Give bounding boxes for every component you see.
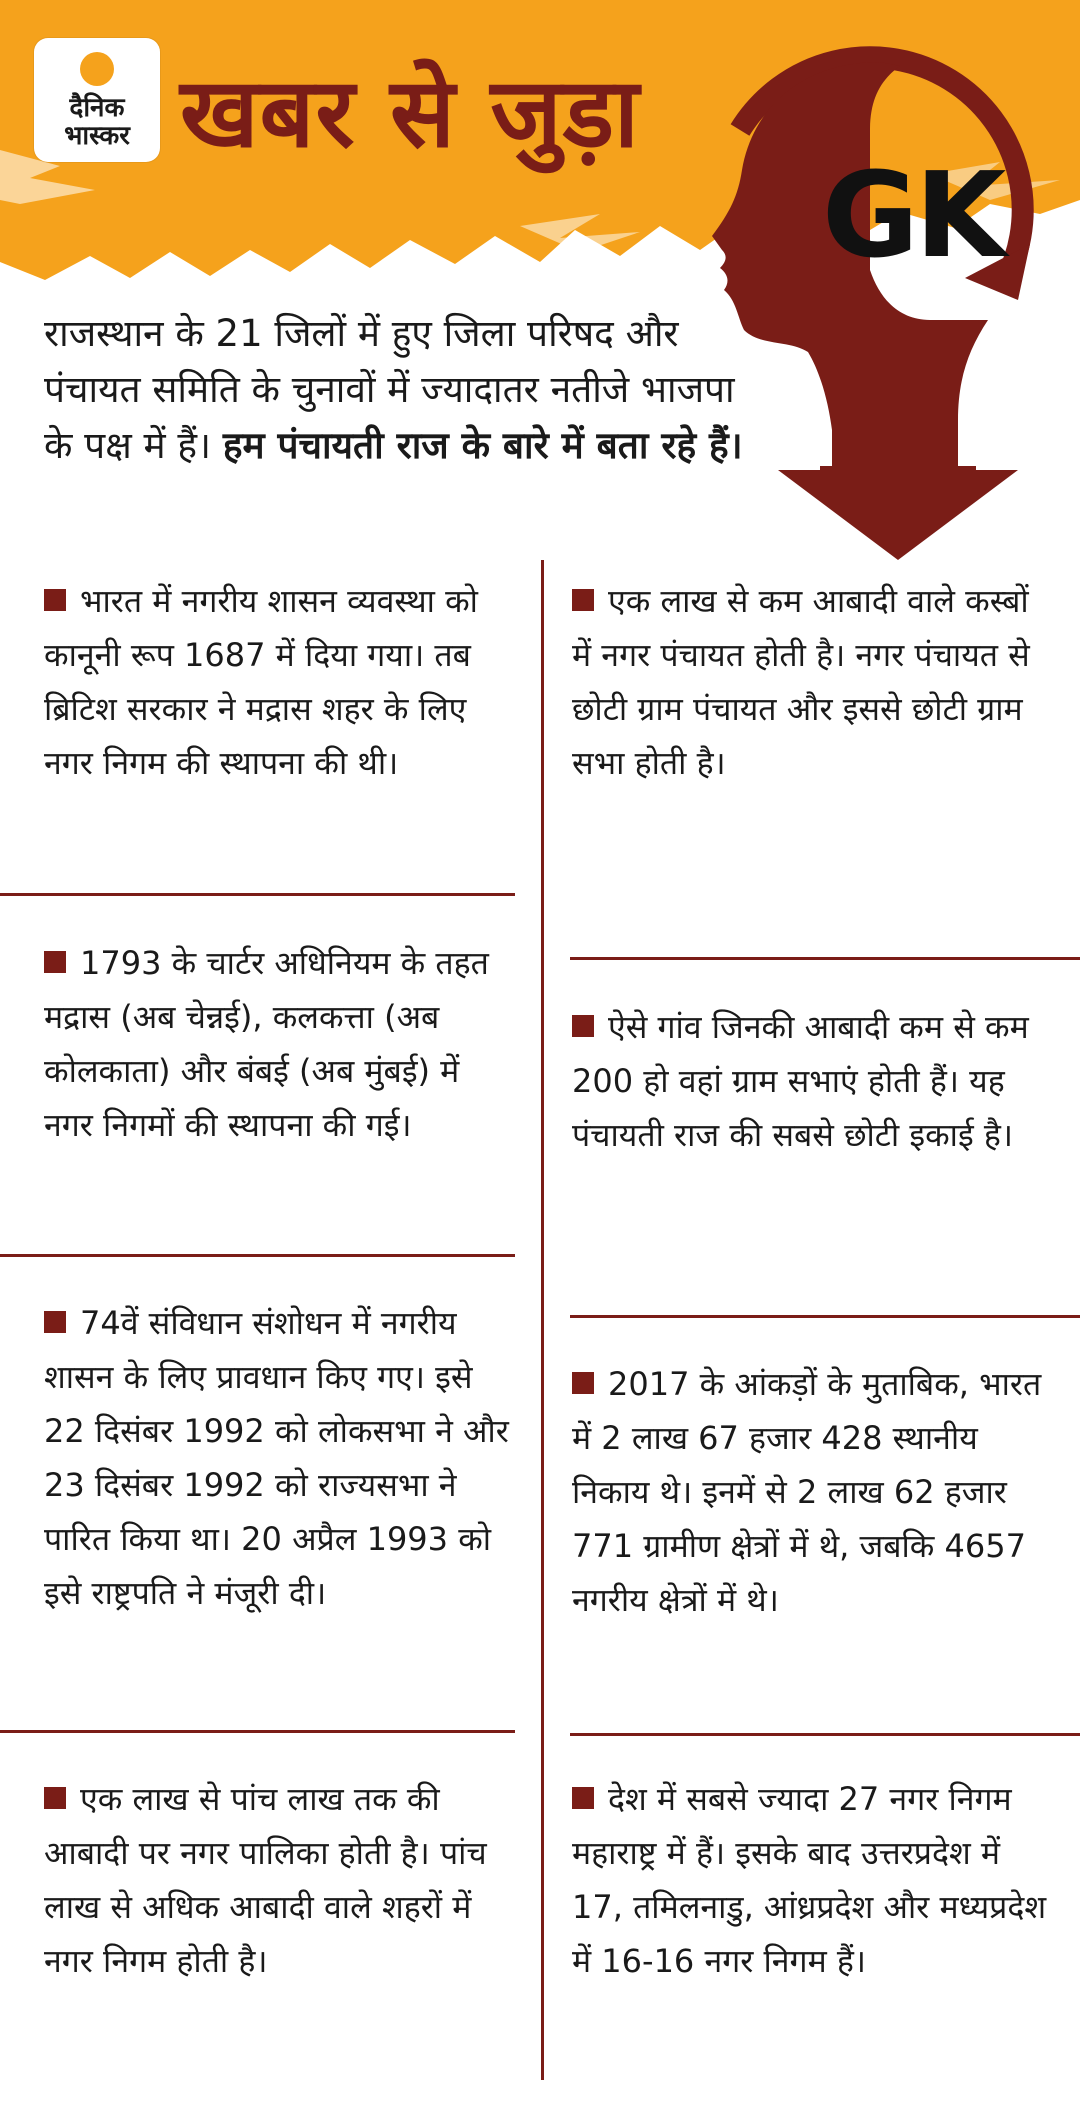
bullet-square-icon bbox=[44, 589, 66, 611]
fact-text: 1793 के चार्टर अधिनियम के तहत मद्रास (अब चेन्नई), कलकत्ता (अब कोलकाता) और बंबई (अब मुंबई) में नगर निगमों की स्थापना की गई। bbox=[44, 944, 489, 1144]
column-divider bbox=[541, 560, 544, 2080]
fact-left-4 bbox=[44, 1772, 514, 1988]
bullet-square-icon bbox=[572, 1015, 594, 1037]
fact-left-3 bbox=[44, 1296, 514, 1620]
intro-bold-text: हम पंचायती राज के बारे में बता रहे हैं। bbox=[222, 424, 743, 467]
divider-right-2 bbox=[570, 1315, 1080, 1318]
bullet-square-icon bbox=[572, 1787, 594, 1809]
bullet-square-icon bbox=[572, 589, 594, 611]
divider-left-1 bbox=[0, 893, 515, 896]
fact-left-1 bbox=[44, 574, 514, 790]
fact-text: देश में सबसे ज्यादा 27 नगर निगम महाराष्ट्र में हैं। इसके बाद उत्तरप्रदेश में 17, तमिलनाडु, आंध्रप्रदेश और मध्यप्रदेश में 16-16 नगर निगम हैं। bbox=[572, 1780, 1047, 1980]
bullet-square-icon bbox=[44, 951, 66, 973]
fact-text: एक लाख से कम आबादी वाले कस्बों में नगर पंचायत होती है। नगर पंचायत से छोटी ग्राम पंचायत और इससे छोटी ग्राम सभा होती है। bbox=[572, 582, 1030, 782]
fact-text: भारत में नगरीय शासन व्यवस्था को कानूनी रूप 1687 में दिया गया। तब ब्रिटिश सरकार ने मद्रास शहर के लिए नगर निगम की स्थापना की थी। bbox=[44, 582, 478, 782]
divider-left-2 bbox=[0, 1254, 515, 1257]
divider-right-1 bbox=[570, 957, 1080, 960]
fact-left-2 bbox=[44, 936, 514, 1152]
logo-text-line1: दैनिक bbox=[69, 93, 125, 123]
intro-paragraph bbox=[44, 306, 744, 474]
fact-text: ऐसे गांव जिनकी आबादी कम से कम 200 हो वहां ग्राम सभाएं होती हैं। यह पंचायती राज की सबसे छोटी इकाई है। bbox=[572, 1008, 1029, 1154]
fact-right-2 bbox=[572, 1000, 1052, 1162]
fact-right-1 bbox=[572, 574, 1052, 790]
headline: खबर से जुड़ा bbox=[180, 57, 640, 169]
divider-left-3 bbox=[0, 1730, 515, 1733]
fact-text: 2017 के आंकड़ों के मुताबिक, भारत में 2 लाख 67 हजार 428 स्थानीय निकाय थे। इनमें से 2 लाख 62 हजार 771 ग्रामीण क्षेत्रों में थे, जबकि 4657 नगरीय क्षेत्रों में थे। bbox=[572, 1365, 1042, 1619]
fact-text: एक लाख से पांच लाख तक की आबादी पर नगर पालिका होती है। पांच लाख से अधिक आबादी वाले शहरों में नगर निगम होती है। bbox=[44, 1780, 487, 1980]
gk-label: GK bbox=[822, 146, 1003, 284]
fact-text: 74वें संविधान संशोधन में नगरीय शासन के लिए प्रावधान किए गए। इसे 22 दिसंबर 1992 को लोकसभा ने और 23 दिसंबर 1992 को राज्यसभा ने पारित किया था। 20 अप्रैल 1993 को इसे राष्ट्रपति ने मंजूरी दी। bbox=[44, 1304, 509, 1612]
bullet-square-icon bbox=[44, 1787, 66, 1809]
logo-text-line2: भास्कर bbox=[64, 121, 130, 151]
bullet-square-icon bbox=[572, 1372, 594, 1394]
bullet-square-icon bbox=[44, 1311, 66, 1333]
intro-text: राजस्थान के 21 जिलों में हुए जिला परिषद और पंचायत समिति के चुनावों में ज्यादातर नतीजे भाजपा के पक्ष में हैं। bbox=[44, 312, 735, 467]
fact-right-4 bbox=[572, 1772, 1052, 1988]
divider-right-3 bbox=[570, 1733, 1080, 1736]
fact-right-3 bbox=[572, 1357, 1052, 1627]
